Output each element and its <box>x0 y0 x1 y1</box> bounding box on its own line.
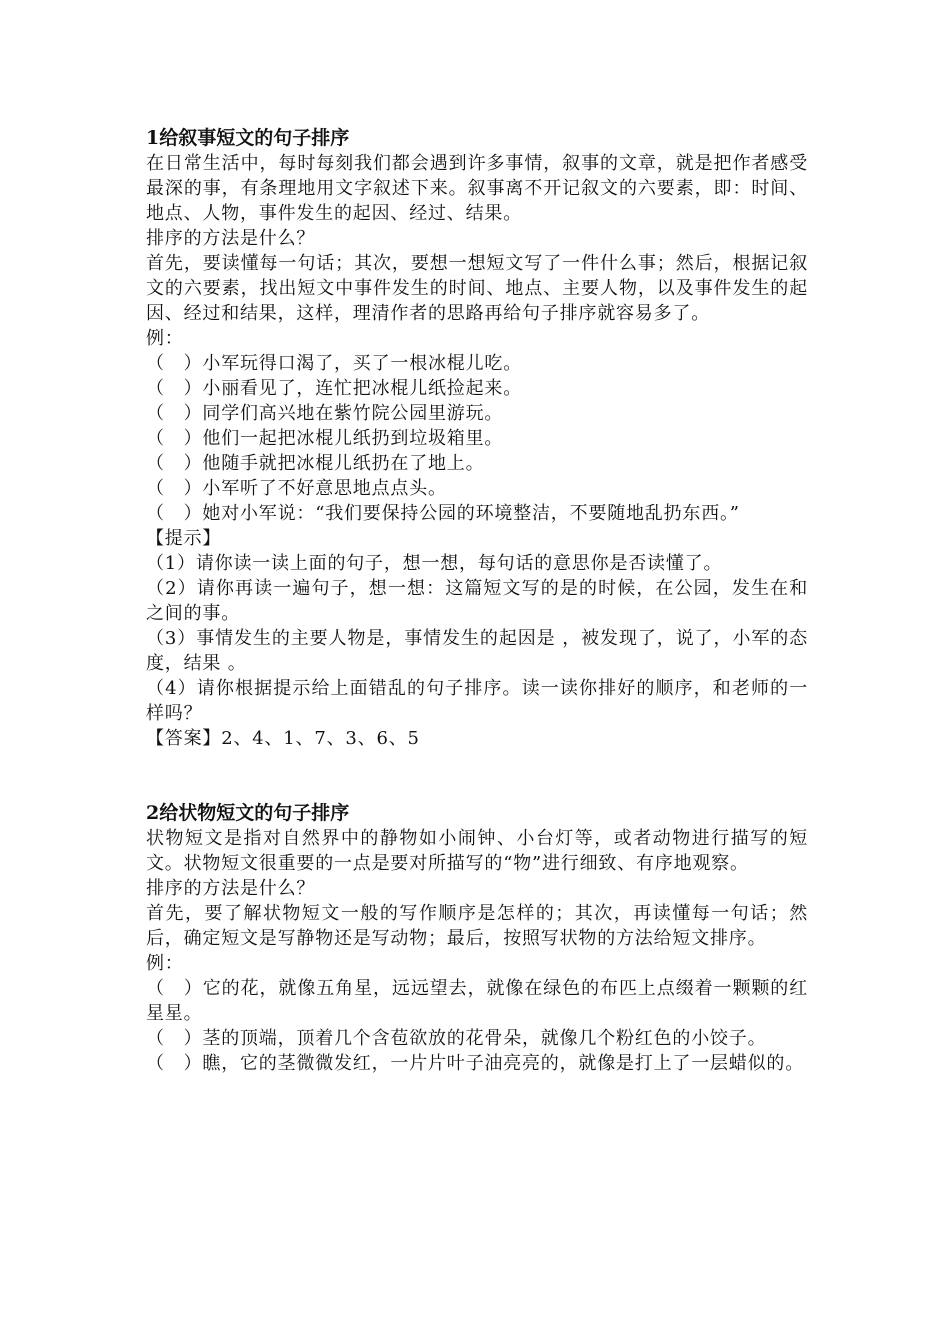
sentence-item: （ ）他随手就把冰棍儿纸扔在了地上。 <box>146 453 485 474</box>
document-page <box>146 126 808 1076</box>
sentence-item: （ ）小军听了不好意思地点点头。 <box>146 478 447 499</box>
method-answer: 首先，要读懂每一句话；其次，要想一想短文写了一件什么事；然后，根据记叙文的六要素，找出短文中事件发生的时间、地点、主要人物，以及事件发生的起因、经过和结果，这样，理清作者的思路再给句子排序就容易多了。 <box>146 253 808 324</box>
example-label: 例： <box>146 953 184 974</box>
hint-label: 【提示】 <box>146 528 222 549</box>
hint-item: （3）事情发生的主要人物是，事情发生的起因是 ，被发现了，说了，小军的态度，结果 。 <box>146 628 808 674</box>
section-title: 2给状物短文的句子排序 <box>146 802 350 824</box>
example-label: 例： <box>146 328 184 349</box>
sentence-item: （ ）她对小军说：“我们要保持公园的环境整洁，不要随地乱扔东西。” <box>146 503 740 524</box>
hint-item: （4）请你根据提示给上面错乱的句子排序。读一读你排好的顺序，和老师的一样吗？ <box>146 678 808 724</box>
section-1 <box>146 126 808 751</box>
method-question: 排序的方法是什么？ <box>146 878 316 899</box>
sentence-item: （ ）他们一起把冰棍儿纸扔到垃圾箱里。 <box>146 428 504 449</box>
section-2 <box>146 801 808 1076</box>
sentence-item: （ ）瞧，它的茎微微发红，一片片叶子油亮亮的，就像是打上了一层蜡似的。 <box>146 1053 804 1074</box>
section-title: 1给叙事短文的句子排序 <box>146 127 350 149</box>
hint-item: （1）请你读一读上面的句子，想一想，每句话的意思你是否读懂了。 <box>146 553 723 574</box>
section-intro: 在日常生活中，每时每刻我们都会遇到许多事情，叙事的文章，就是把作者感受最深的事，有条理地用文字叙述下来。叙事离不开记叙文的六要素，即：时间、地点、人物，事件发生的起因、经过、结果。 <box>146 153 808 224</box>
section-spacer <box>146 751 808 801</box>
sentence-item: （ ）小丽看见了，连忙把冰棍儿纸捡起来。 <box>146 378 522 399</box>
sentence-item: （ ）小军玩得口渴了，买了一根冰棍儿吃。 <box>146 353 522 374</box>
answer-line: 【答案】2、4、1、7、3、6、5 <box>146 728 420 749</box>
hint-item: （2）请你再读一遍句子，想一想：这篇短文写的是的时候，在公园，发生在和之间的事。 <box>146 578 808 624</box>
sentence-item: （ ）它的花，就像五角星，远远望去，就像在绿色的布匹上点缀着一颗颗的红星星。 <box>146 978 808 1024</box>
sentence-item: （ ）茎的顶端，顶着几个含苞欲放的花骨朵，就像几个粉红色的小饺子。 <box>146 1028 767 1049</box>
sentence-item: （ ）同学们高兴地在紫竹院公园里游玩。 <box>146 403 504 424</box>
method-question: 排序的方法是什么？ <box>146 228 316 249</box>
section-intro: 状物短文是指对自然界中的静物如小闹钟、小台灯等，或者动物进行描写的短文。状物短文很重要的一点是要对所描写的“物”进行细致、有序地观察。 <box>146 828 808 874</box>
method-answer: 首先，要了解状物短文一般的写作顺序是怎样的；其次，再读懂每一句话；然后，确定短文是写静物还是写动物；最后，按照写状物的方法给短文排序。 <box>146 903 808 949</box>
